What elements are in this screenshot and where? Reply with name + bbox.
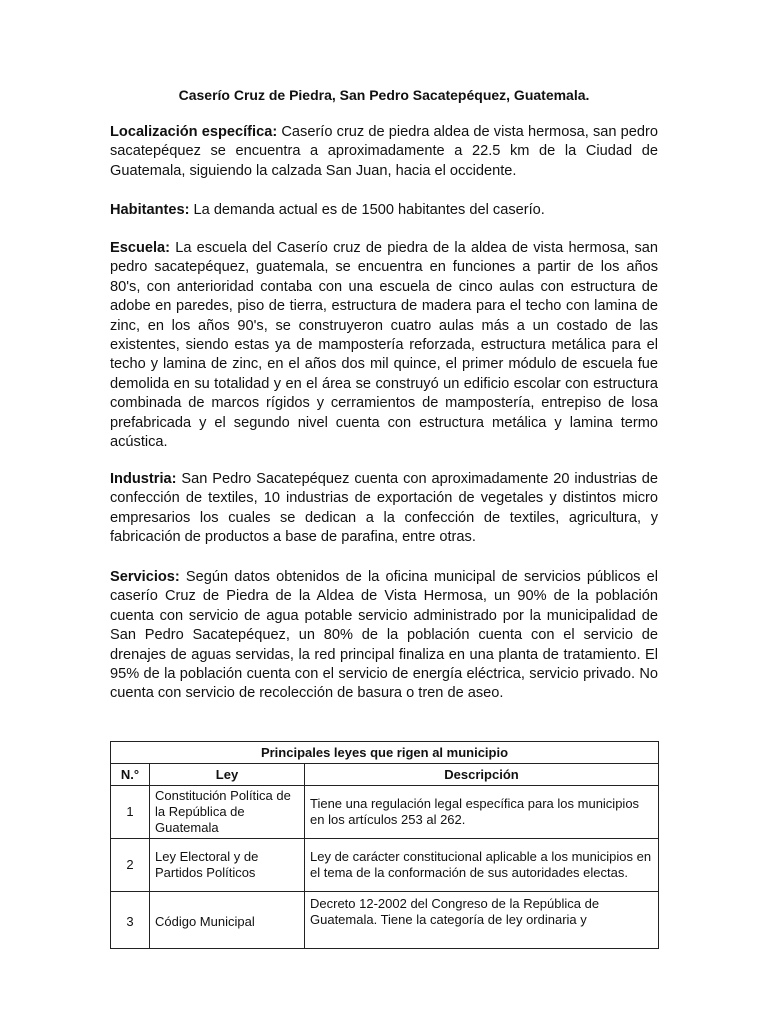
section-text: Según datos obtenidos de la oficina municipal de servicios públicos el caserío Cruz de Piedra de la Aldea de Vista Hermosa, un 90% de la población cuenta con servicio de agua potable servicio administrado por la municipalidad de San Pedro Sacatepéquez, un 80% de la población cuenta con el servicio de drenajes de aguas servidas, la red principal finaliza en una planta de tratamiento. El 95% de la población cuenta con el servicio de energía eléctrica, servicio privado. No cuenta con servicio de recolección de basura o tren de aseo.	[110, 569, 658, 702]
table-row	[111, 892, 659, 949]
section-habitantes	[110, 201, 658, 220]
section-label: Industria:	[110, 471, 177, 487]
cell-descripcion: Ley de carácter constitucional aplicable a los municipios en el tema de la conformación de sus autoridades electas.	[305, 839, 659, 892]
section-localizacion	[110, 123, 658, 181]
laws-table	[110, 741, 659, 949]
header-descripcion: Descripción	[305, 764, 659, 786]
cell-num: 1	[111, 786, 150, 839]
section-label: Escuela:	[110, 240, 171, 256]
cell-ley: Ley Electoral y de Partidos Políticos	[150, 839, 305, 892]
header-ley: Ley	[150, 764, 305, 786]
section-text: La escuela del Caserío cruz de piedra de la aldea de vista hermosa, san pedro sacatepéquez, guatemala, se encuentra en funciones a partir de los años 80's, con anterioridad contaba con una escuela de cinco aulas con estructura de adobe en paredes, piso de tierra, estructura de madera para el techo con lamina de zinc, en los años 90's, se construyeron cuatro aulas más a un costado de las existentes, siendo estas ya de mampostería reforzada, estructura metálica para el techo y lamina de zinc, en el años dos mil quince, el primer módulo de escuela fue demolida en su totalidad y en el área se construyó un edificio escolar con estructura combinada de marcos rígidos y cerramientos de mampostería, entrepiso de losa prefabricada y el segundo nivel cuenta con estructura metálica y lamina termo acústica.	[110, 240, 658, 451]
table-caption: Principales leyes que rigen al municipio	[111, 742, 659, 764]
cell-descripcion: Decreto 12-2002 del Congreso de la República de Guatemala. Tiene la categoría de ley ordinaria y	[305, 892, 659, 949]
table-header-row	[111, 764, 659, 786]
section-text: San Pedro Sacatepéquez cuenta con aproximadamente 20 industrias de confección de textiles, 10 industrias de exportación de vegetales y distintos micro empresarios los cuales se dedican a la confección de textiles, agricultura, y fabricación de productos a base de parafina, entre otras.	[110, 471, 658, 546]
cell-num: 2	[111, 839, 150, 892]
table-row	[111, 839, 659, 892]
section-label: Habitantes:	[110, 202, 190, 218]
table-caption-row	[111, 742, 659, 764]
header-num: N.°	[111, 764, 150, 786]
cell-descripcion: Tiene una regulación legal específica para los municipios en los artículos 253 al 262.	[305, 786, 659, 839]
section-label: Localización específica:	[110, 124, 278, 140]
section-text: La demanda actual es de 1500 habitantes del caserío.	[193, 202, 545, 218]
section-servicios	[110, 568, 658, 704]
cell-ley: Código Municipal	[150, 892, 305, 949]
document-title: Caserío Cruz de Piedra, San Pedro Sacatepéquez, Guatemala.	[178, 87, 590, 103]
section-industria	[110, 470, 658, 548]
section-label: Servicios:	[110, 569, 180, 585]
cell-ley: Constitución Política de la República de Guatemala	[150, 786, 305, 839]
section-text: Caserío cruz de piedra aldea de vista hermosa, san pedro sacatepéquez se encuentra a aproximadamente a 22.5 km de la Ciudad de Guatemala, siguiendo la calzada San Juan, hacia el occidente.	[110, 124, 658, 179]
section-escuela	[110, 239, 658, 452]
table-row	[111, 786, 659, 839]
cell-num: 3	[111, 892, 150, 949]
